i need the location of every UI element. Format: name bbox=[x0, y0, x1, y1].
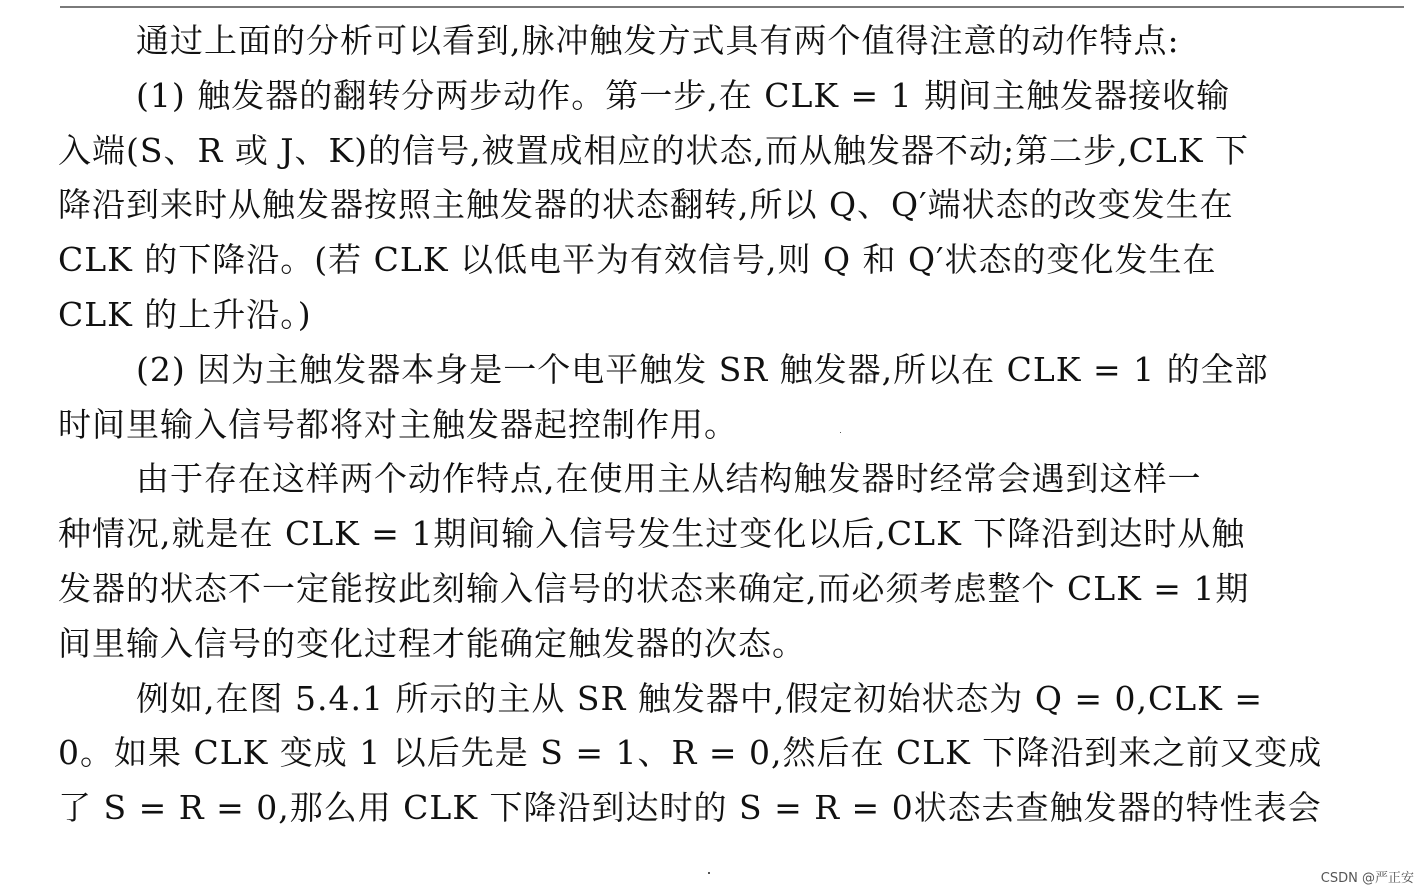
scan-speck bbox=[840, 432, 841, 433]
text-line-1: 通过上面的分析可以看到,脉冲触发方式具有两个值得注意的动作特点: bbox=[136, 21, 1180, 60]
text-line-13: 例如,在图 5.4.1 所示的主从 SR 触发器中,假定初始状态为 Q = 0,CLK = bbox=[136, 679, 1263, 718]
text-line-9: 由于存在这样两个动作特点,在使用主从结构触发器时经常会遇到这样一 bbox=[136, 459, 1202, 498]
text-line-3: 入端(S、R 或 J、K)的信号,被置成相应的状态,而从触发器不动;第二步,CLK 下 bbox=[58, 131, 1249, 170]
text-line-4: 降沿到来时从触发器按照主触发器的状态翻转,所以 Q、Q′端状态的改变发生在 bbox=[58, 185, 1234, 224]
text-line-12: 间里输入信号的变化过程才能确定触发器的次态。 bbox=[58, 624, 806, 663]
text-line-7: (2) 因为主触发器本身是一个电平触发 SR 触发器,所以在 CLK = 1 的全部 bbox=[136, 350, 1269, 389]
text-line-5: CLK 的下降沿。(若 CLK 以低电平为有效信号,则 Q 和 Q′状态的变化发生在 bbox=[58, 240, 1217, 279]
top-rule bbox=[60, 6, 1404, 8]
text-line-15: 了 S = R = 0,那么用 CLK 下降沿到达时的 S = R = 0状态去查触发器的特性表会 bbox=[58, 788, 1322, 827]
scan-speck bbox=[708, 872, 710, 874]
text-line-6: CLK 的上升沿。) bbox=[58, 295, 312, 334]
text-line-14: 0。如果 CLK 变成 1 以后先是 S = 1、R = 0,然后在 CLK 下降沿到来之前又变成 bbox=[58, 733, 1323, 772]
text-line-10: 种情况,就是在 CLK = 1期间输入信号发生过变化以后,CLK 下降沿到达时从触 bbox=[58, 514, 1246, 553]
text-line-11: 发器的状态不一定能按此刻输入信号的状态来确定,而必须考虑整个 CLK = 1期 bbox=[58, 569, 1250, 608]
watermark: CSDN @严正安 bbox=[1320, 871, 1414, 886]
text-line-2: (1) 触发器的翻转分两步动作。第一步,在 CLK = 1 期间主触发器接收输 bbox=[136, 76, 1231, 115]
text-line-8: 时间里输入信号都将对主触发器起控制作用。 bbox=[58, 405, 738, 444]
